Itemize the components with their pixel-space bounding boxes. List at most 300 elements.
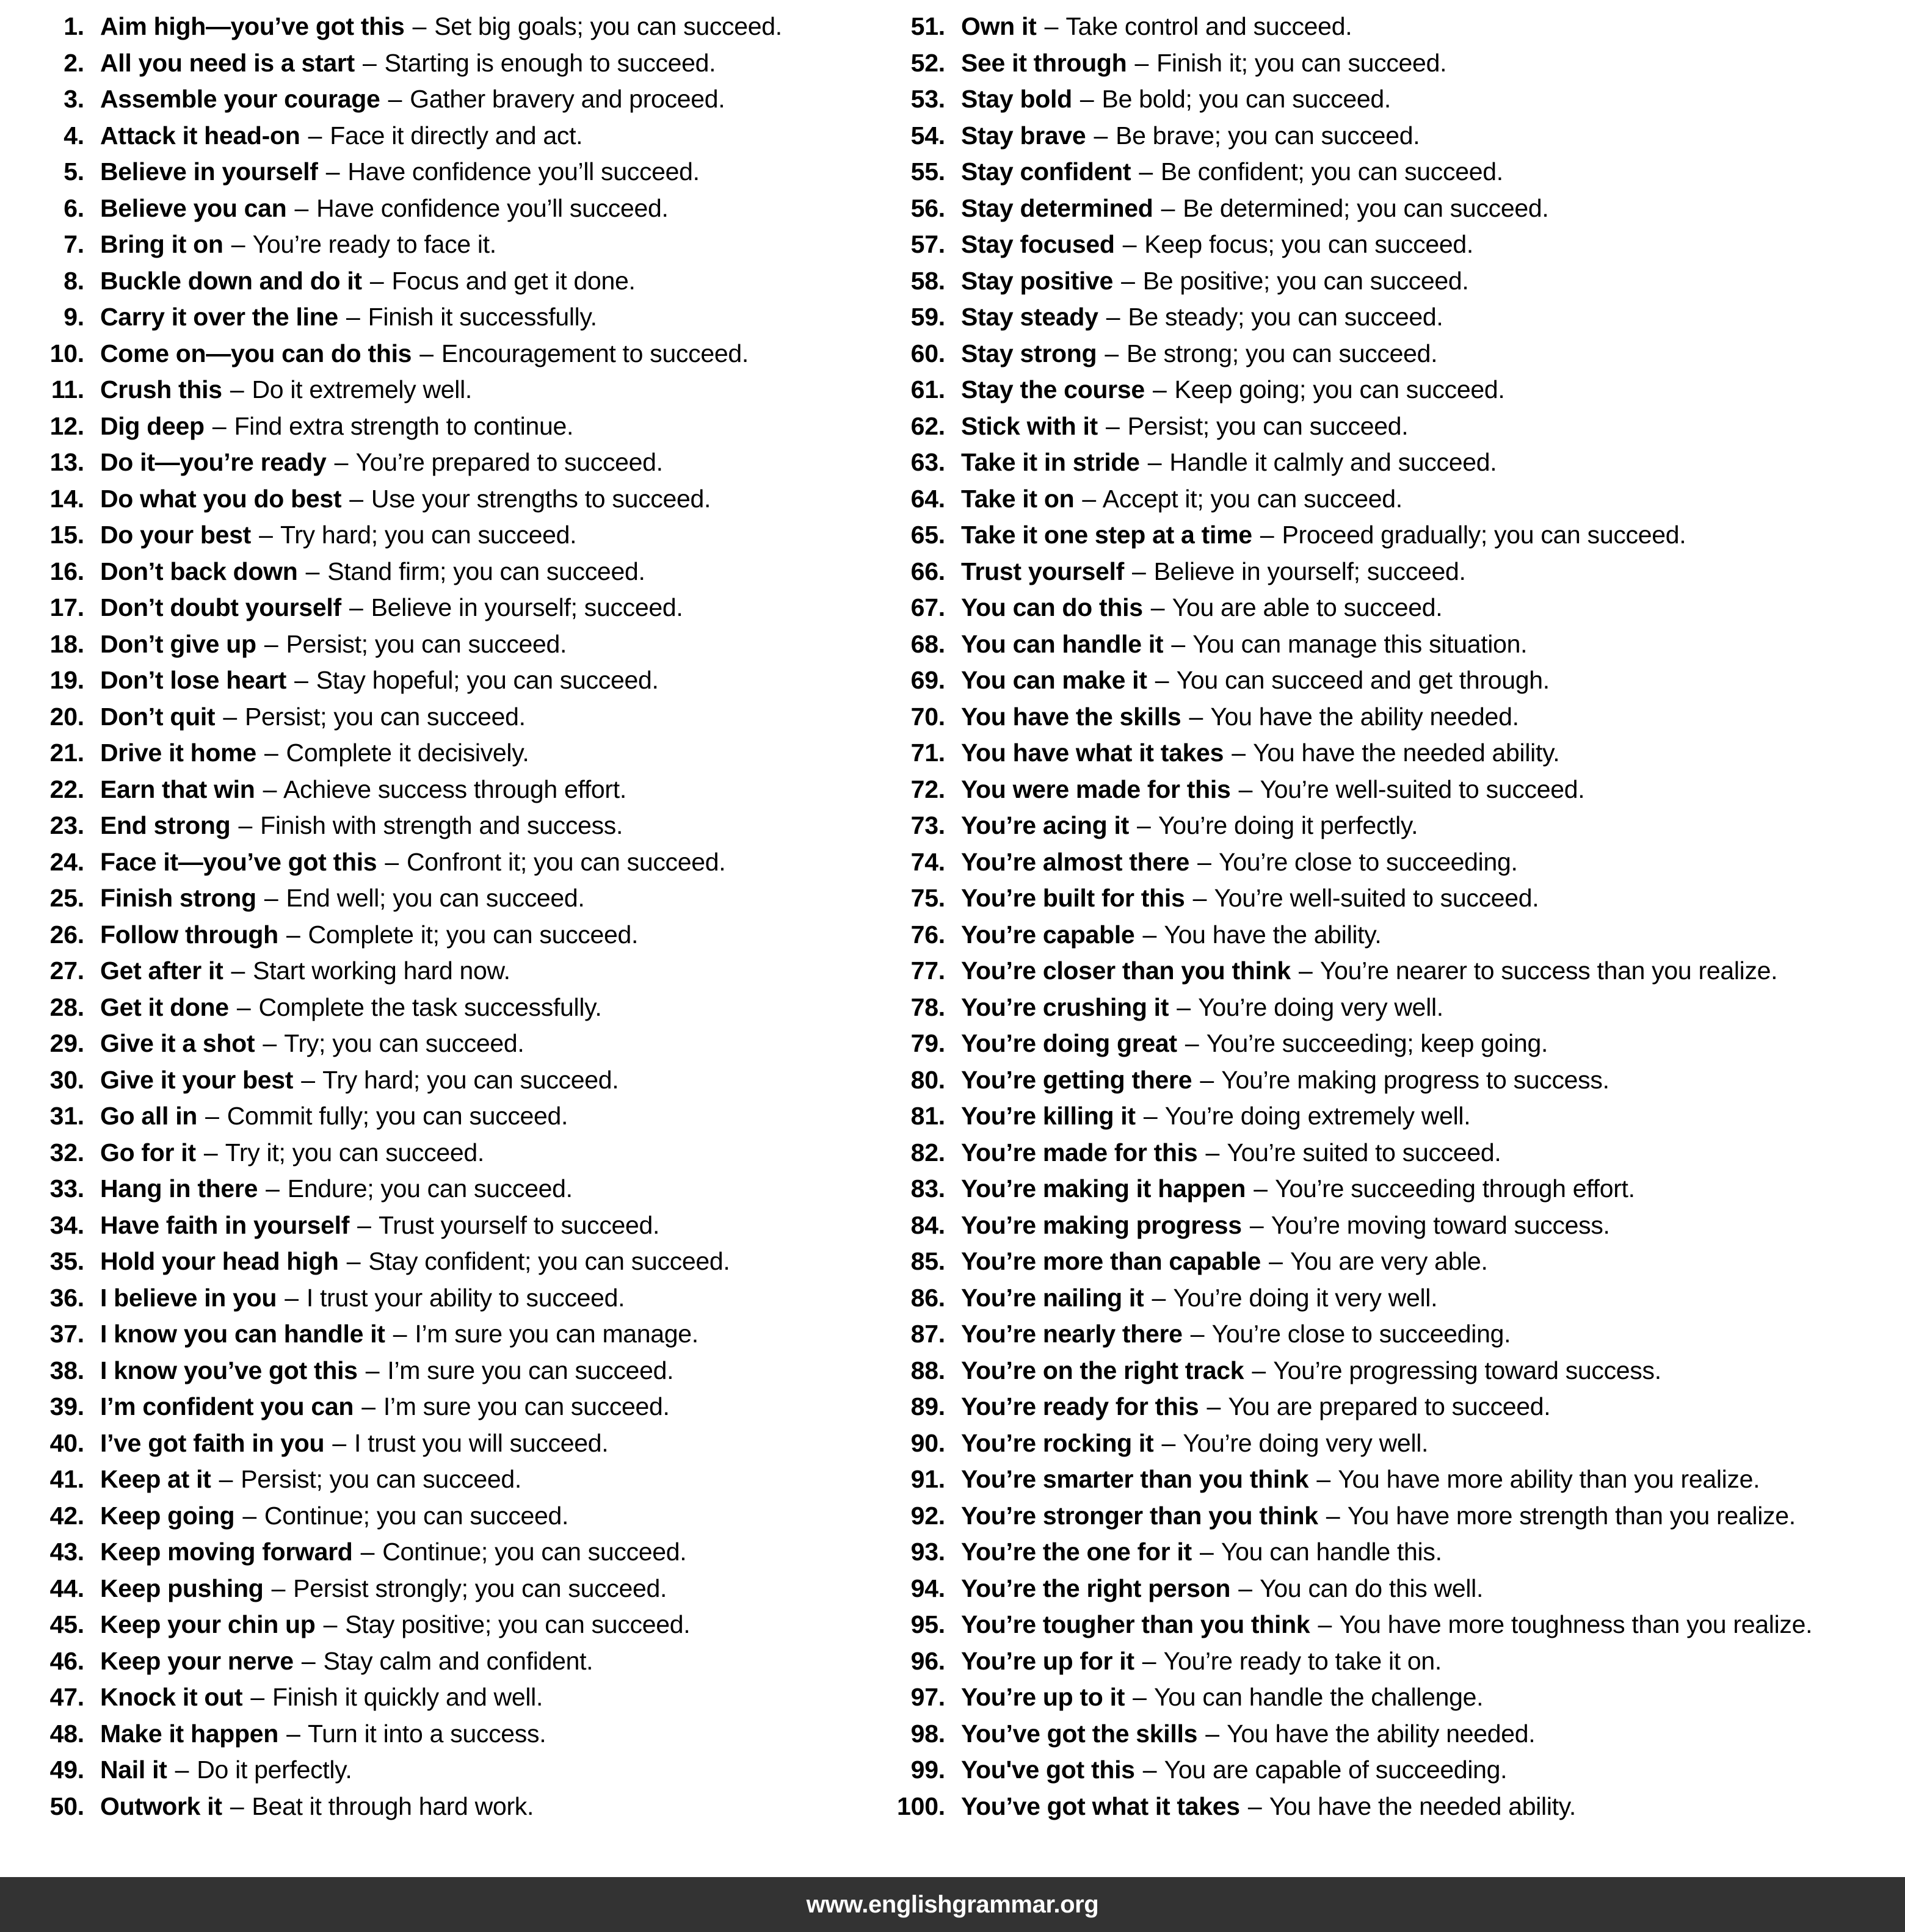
- list-item: [879, 1098, 1905, 1135]
- list-item-phrase: You’ve got the skills: [961, 1719, 1198, 1748]
- list-item-separator: –: [1249, 1210, 1264, 1239]
- list-item-phrase: Take it in stride: [961, 448, 1140, 476]
- list-item-meaning: Do it perfectly.: [197, 1756, 352, 1784]
- list-item-body: [84, 1461, 521, 1498]
- list-item-body: [84, 1207, 659, 1244]
- list-item-separator: –: [1232, 739, 1246, 767]
- list-item-phrase: Finish strong: [100, 884, 256, 912]
- list-item-meaning: Gather bravery and proceed.: [410, 85, 725, 113]
- list-item-number: 71.: [910, 739, 945, 767]
- list-item: [879, 517, 1905, 554]
- list-item-meaning: I’m sure you can manage.: [415, 1320, 699, 1348]
- list-item-separator: –: [349, 484, 363, 513]
- list-item-phrase: You've got this: [961, 1756, 1135, 1784]
- list-item-phrase: Stick with it: [961, 411, 1098, 440]
- list-item-body: [945, 1098, 1470, 1135]
- list-item-number: 39.: [49, 1392, 84, 1420]
- list-item-body: [84, 626, 567, 663]
- list-item-meaning: Persist; you can succeed.: [1127, 411, 1409, 440]
- list-item-phrase: I’m confident you can: [100, 1392, 354, 1420]
- list-item-separator: –: [1254, 1174, 1268, 1203]
- list-item: [18, 735, 867, 772]
- list-item: [18, 626, 867, 663]
- list-item-separator: –: [294, 194, 309, 222]
- list-item-separator: –: [1143, 1102, 1158, 1130]
- list-item: [18, 263, 867, 300]
- list-item: [879, 408, 1905, 445]
- list-item-body: [945, 336, 1437, 372]
- list-item-body: [84, 517, 576, 554]
- list-item-number: 1.: [64, 12, 84, 40]
- list-item: [879, 953, 1905, 990]
- list-item-phrase: You’re up for it: [961, 1646, 1134, 1675]
- list-item: [879, 299, 1905, 336]
- list-item-number: 2.: [64, 48, 84, 77]
- list-item-number: 53.: [910, 85, 945, 113]
- list-item: [18, 1353, 867, 1389]
- list-item-meaning: You’re close to succeeding.: [1211, 1320, 1511, 1348]
- list-item-body: [84, 772, 626, 808]
- list-item-body: [84, 190, 669, 227]
- list-item: [18, 808, 867, 844]
- list-item-phrase: You’re crushing it: [961, 993, 1169, 1021]
- list-item-body: [945, 699, 1519, 736]
- list-item-phrase: Aim high—you’ve got this: [100, 12, 405, 40]
- list-item-phrase: Don’t back down: [100, 557, 298, 585]
- list-item-body: [945, 81, 1391, 118]
- list-item-phrase: You’re making it happen: [961, 1174, 1246, 1203]
- list-item-number: 77.: [910, 957, 945, 985]
- list-item-phrase: You’re the right person: [961, 1574, 1231, 1602]
- list-item-body: [84, 444, 663, 481]
- list-item-phrase: Stay strong: [961, 339, 1097, 367]
- list-item-meaning: Try; you can succeed.: [284, 1029, 524, 1057]
- list-item-meaning: Try hard; you can succeed.: [322, 1065, 619, 1094]
- list-item-separator: –: [205, 1102, 219, 1130]
- list-item-phrase: You’re closer than you think: [961, 957, 1291, 985]
- list-item-body: [945, 662, 1550, 699]
- list-item-number: 41.: [49, 1465, 84, 1493]
- list-item: [879, 735, 1905, 772]
- list-item-body: [945, 154, 1503, 190]
- list-item-body: [945, 1135, 1501, 1171]
- list-item: [18, 590, 867, 626]
- list-item: [879, 626, 1905, 663]
- list-item-meaning: Persist; you can succeed.: [244, 702, 526, 731]
- list-item-body: [945, 1171, 1635, 1207]
- list-item-meaning: Have confidence you’ll succeed.: [316, 194, 669, 222]
- list-item-separator: –: [263, 775, 277, 803]
- list-item-separator: –: [388, 85, 402, 113]
- list-item-separator: –: [1238, 1574, 1252, 1602]
- list-item: [879, 263, 1905, 300]
- list-item-separator: –: [212, 411, 227, 440]
- list-item: [18, 1716, 867, 1753]
- list-item-separator: –: [1177, 993, 1191, 1021]
- list-item: [18, 1461, 867, 1498]
- list-item-body: [945, 626, 1527, 663]
- list-item-body: [945, 45, 1446, 82]
- list-item-body: [945, 1353, 1661, 1389]
- list-item-separator: –: [1205, 1138, 1219, 1167]
- list-item-body: [945, 1461, 1760, 1498]
- list-item-meaning: Continue; you can succeed.: [264, 1501, 569, 1530]
- list-item-body: [84, 1607, 690, 1643]
- list-item-number: 7.: [64, 230, 84, 258]
- list-item-meaning: You’re doing extremely well.: [1164, 1102, 1471, 1130]
- list-item-separator: –: [294, 666, 308, 694]
- list-item-body: [84, 699, 526, 736]
- list-item-meaning: You can handle this.: [1221, 1538, 1442, 1566]
- list-item-body: [945, 1498, 1796, 1535]
- list-item-meaning: Finish it quickly and well.: [272, 1683, 543, 1711]
- list-item: [879, 1135, 1905, 1171]
- list-item-separator: –: [1094, 121, 1108, 150]
- list-item-phrase: You’re making progress: [961, 1210, 1242, 1239]
- list-item-meaning: Keep focus; you can succeed.: [1144, 230, 1473, 258]
- list-item-number: 76.: [910, 920, 945, 949]
- list-item-meaning: You can handle the challenge.: [1154, 1683, 1484, 1711]
- list-item-phrase: Assemble your courage: [100, 85, 380, 113]
- list-item-separator: –: [308, 121, 322, 150]
- list-item: [879, 1316, 1905, 1353]
- list-item-phrase: Attack it head-on: [100, 121, 300, 150]
- list-item-meaning: End well; you can succeed.: [286, 884, 585, 912]
- list-item-meaning: You can manage this situation.: [1192, 629, 1528, 658]
- list-item-meaning: You are very able.: [1290, 1247, 1488, 1275]
- list-item-meaning: Do it extremely well.: [252, 375, 472, 403]
- list-item-body: [84, 1643, 593, 1680]
- list-item-separator: –: [231, 957, 245, 985]
- list-item-number: 85.: [910, 1247, 945, 1275]
- list-item-meaning: You’re doing it very well.: [1173, 1283, 1438, 1312]
- list-item-meaning: Believe in yourself; succeed.: [1153, 557, 1466, 585]
- list-item-body: [945, 1207, 1610, 1244]
- list-item-separator: –: [1190, 1320, 1205, 1348]
- list-item-body: [84, 1243, 730, 1280]
- list-item: [18, 917, 867, 953]
- list-item-separator: –: [175, 1756, 189, 1784]
- list-item-meaning: Be strong; you can succeed.: [1126, 339, 1438, 367]
- list-item-body: [945, 1280, 1437, 1317]
- list-item-separator: –: [301, 1646, 316, 1675]
- list-item: [879, 154, 1905, 190]
- list-item-phrase: You’re built for this: [961, 884, 1185, 912]
- list-item-meaning: Continue; you can succeed.: [382, 1538, 687, 1566]
- list-item-number: 92.: [910, 1501, 945, 1530]
- list-item-phrase: Keep going: [100, 1501, 235, 1530]
- list-item: [18, 1389, 867, 1425]
- list-item-number: 20.: [49, 702, 84, 731]
- list-item-body: [84, 1098, 568, 1135]
- list-item-phrase: All you need is a start: [100, 48, 355, 77]
- list-item: [879, 190, 1905, 227]
- list-item-meaning: Be brave; you can succeed.: [1116, 121, 1420, 150]
- list-item-number: 97.: [910, 1683, 945, 1711]
- list-item-separator: –: [250, 1683, 264, 1711]
- list-item-meaning: Finish it successfully.: [368, 303, 597, 331]
- phrase-list-left-column: [0, 9, 867, 1825]
- list-item-phrase: Go all in: [100, 1102, 198, 1130]
- list-item-meaning: You’re prepared to succeed.: [355, 448, 663, 476]
- list-item-meaning: Stand firm; you can succeed.: [327, 557, 645, 585]
- list-item: [18, 1280, 867, 1317]
- list-item-body: [84, 9, 782, 45]
- list-item-meaning: You have more toughness than you realize.: [1339, 1610, 1813, 1638]
- list-item-meaning: Finish with strength and success.: [260, 811, 623, 839]
- list-item-body: [945, 408, 1408, 445]
- list-item-phrase: You’re acing it: [961, 811, 1129, 839]
- list-item: [879, 772, 1905, 808]
- list-item: [879, 1643, 1905, 1680]
- list-item-phrase: You’re on the right track: [961, 1356, 1244, 1384]
- list-item-number: 21.: [49, 739, 84, 767]
- list-item-separator: –: [1200, 1065, 1214, 1094]
- list-item: [18, 226, 867, 263]
- list-item-separator: –: [1080, 85, 1094, 113]
- list-item-number: 72.: [910, 775, 945, 803]
- list-item-number: 66.: [910, 557, 945, 585]
- list-item-number: 58.: [910, 266, 945, 295]
- list-item-phrase: You’re made for this: [961, 1138, 1198, 1167]
- list-item-body: [945, 1789, 1576, 1825]
- list-item-meaning: You have the needed ability.: [1269, 1792, 1577, 1820]
- list-item: [18, 444, 867, 481]
- list-item-separator: –: [1238, 775, 1253, 803]
- list-item: [879, 1679, 1905, 1716]
- list-item-separator: –: [1161, 194, 1175, 222]
- list-item-separator: –: [1298, 957, 1313, 985]
- list-item-number: 73.: [910, 811, 945, 839]
- list-item-meaning: Commit fully; you can succeed.: [227, 1102, 568, 1130]
- list-item-meaning: I’m sure you can succeed.: [383, 1392, 670, 1420]
- list-item-phrase: You’re more than capable: [961, 1247, 1261, 1275]
- list-item: [18, 1498, 867, 1535]
- list-item-body: [84, 880, 585, 917]
- list-item-number: 29.: [49, 1029, 84, 1057]
- list-item: [879, 372, 1905, 408]
- list-item-number: 47.: [49, 1683, 84, 1711]
- list-item-phrase: Don’t lose heart: [100, 666, 287, 694]
- list-item-meaning: You’re succeeding; keep going.: [1206, 1029, 1548, 1057]
- list-item-separator: –: [1206, 1392, 1221, 1420]
- list-item-phrase: Do your best: [100, 521, 251, 549]
- list-item-meaning: Starting is enough to succeed.: [384, 48, 716, 77]
- list-item: [879, 1062, 1905, 1099]
- list-item-phrase: Hold your head high: [100, 1247, 339, 1275]
- list-item: [18, 1135, 867, 1171]
- list-item: [879, 1789, 1905, 1825]
- list-item-separator: –: [346, 303, 360, 331]
- list-item-phrase: Stay bold: [961, 85, 1072, 113]
- list-item-body: [84, 1716, 546, 1753]
- list-item-separator: –: [1247, 1792, 1262, 1820]
- list-item-separator: –: [357, 1210, 371, 1239]
- list-item-number: 56.: [910, 194, 945, 222]
- list-item: [18, 45, 867, 82]
- list-item-separator: –: [1082, 484, 1096, 513]
- list-item: [879, 590, 1905, 626]
- list-item-separator: –: [236, 993, 251, 1021]
- list-item-body: [945, 9, 1352, 45]
- list-item-phrase: Come on—you can do this: [100, 339, 412, 367]
- list-item-separator: –: [325, 157, 340, 186]
- list-item-phrase: Get after it: [100, 957, 223, 985]
- list-item-phrase: Stay determined: [961, 194, 1153, 222]
- list-item-phrase: You’re nailing it: [961, 1283, 1144, 1312]
- list-item-meaning: Stay positive; you can succeed.: [345, 1610, 691, 1638]
- list-item: [18, 554, 867, 590]
- list-item: [879, 226, 1905, 263]
- list-item: [879, 444, 1905, 481]
- list-item-number: 98.: [910, 1719, 945, 1748]
- list-item-body: [945, 299, 1443, 336]
- list-item-phrase: You’ve got what it takes: [961, 1792, 1240, 1820]
- list-item-phrase: Follow through: [100, 920, 278, 949]
- list-item-meaning: Persist; you can succeed.: [286, 629, 567, 658]
- list-item-phrase: You’re almost there: [961, 847, 1190, 876]
- list-item-meaning: You’re nearer to success than you realize.: [1319, 957, 1778, 985]
- list-item-body: [84, 1171, 573, 1207]
- list-item-separator: –: [332, 1428, 346, 1457]
- list-item-meaning: Set big goals; you can succeed.: [434, 12, 782, 40]
- list-item-meaning: Complete it decisively.: [286, 739, 529, 767]
- list-item-number: 81.: [910, 1102, 945, 1130]
- list-item-separator: –: [363, 48, 377, 77]
- list-item-number: 80.: [910, 1065, 945, 1094]
- list-item: [879, 662, 1905, 699]
- list-item-body: [84, 118, 582, 154]
- list-item-meaning: Beat it through hard work.: [252, 1792, 534, 1820]
- list-item-number: 31.: [49, 1102, 84, 1130]
- list-item-separator: –: [1106, 303, 1120, 331]
- list-item-number: 74.: [910, 847, 945, 876]
- list-item-meaning: You have the ability.: [1164, 920, 1382, 949]
- list-item-meaning: You’re close to succeeding.: [1219, 847, 1518, 876]
- list-item-meaning: You have the needed ability.: [1253, 739, 1560, 767]
- list-item-separator: –: [1171, 629, 1185, 658]
- list-item-body: [84, 590, 683, 626]
- list-item-phrase: Don’t doubt yourself: [100, 593, 341, 621]
- list-item-meaning: Encouragement to succeed.: [441, 339, 749, 367]
- list-item-number: 25.: [49, 884, 84, 912]
- list-item-meaning: Find extra strength to continue.: [234, 411, 574, 440]
- list-item-phrase: Keep at it: [100, 1465, 211, 1493]
- list-item-meaning: Trust yourself to succeed.: [379, 1210, 660, 1239]
- list-item-body: [945, 1752, 1507, 1789]
- list-item-body: [84, 299, 597, 336]
- list-item: [18, 9, 867, 45]
- list-item-number: 43.: [49, 1538, 84, 1566]
- list-item-body: [84, 372, 472, 408]
- list-item-meaning: Be confident; you can succeed.: [1160, 157, 1503, 186]
- list-item-meaning: Face it directly and act.: [330, 121, 583, 150]
- list-item: [18, 953, 867, 990]
- list-item-body: [84, 808, 623, 844]
- list-item-separator: –: [1142, 1756, 1157, 1784]
- list-item-number: 91.: [910, 1465, 945, 1493]
- list-item-meaning: Be steady; you can succeed.: [1128, 303, 1443, 331]
- list-item-number: 33.: [49, 1174, 84, 1203]
- list-item-phrase: Give it your best: [100, 1065, 294, 1094]
- list-item-number: 35.: [49, 1247, 84, 1275]
- list-item-body: [945, 444, 1497, 481]
- list-item-separator: –: [1147, 448, 1162, 476]
- list-item-phrase: You’re rocking it: [961, 1428, 1154, 1457]
- list-item: [18, 1752, 867, 1789]
- list-item-phrase: Buckle down and do it: [100, 266, 362, 295]
- list-item-number: 30.: [49, 1065, 84, 1094]
- list-item-separator: –: [231, 230, 245, 258]
- list-item-body: [84, 263, 636, 300]
- list-item-meaning: You have the ability needed.: [1227, 1719, 1536, 1748]
- list-item-number: 51.: [910, 12, 945, 40]
- list-item-separator: –: [1205, 1719, 1219, 1748]
- list-item: [18, 190, 867, 227]
- list-item: [18, 1062, 867, 1099]
- list-item-number: 3.: [64, 85, 84, 113]
- list-item-number: 88.: [910, 1356, 945, 1384]
- list-item: [18, 1316, 867, 1353]
- list-item-meaning: You’re ready to take it on.: [1163, 1646, 1442, 1675]
- list-item-phrase: Carry it over the line: [100, 303, 338, 331]
- list-item: [18, 772, 867, 808]
- list-item-meaning: You can do this well.: [1260, 1574, 1484, 1602]
- list-item: [879, 699, 1905, 736]
- list-item-meaning: Confront it; you can succeed.: [407, 847, 726, 876]
- list-item: [879, 1171, 1905, 1207]
- list-item-separator: –: [369, 266, 384, 295]
- list-item-number: 59.: [910, 303, 945, 331]
- list-item-meaning: Turn it into a success.: [307, 1719, 546, 1748]
- list-item-number: 75.: [910, 884, 945, 912]
- list-item: [18, 662, 867, 699]
- list-item-body: [84, 1135, 484, 1171]
- list-item-number: 24.: [49, 847, 84, 876]
- list-item-body: [84, 554, 645, 590]
- list-item-number: 42.: [49, 1501, 84, 1530]
- list-item-meaning: Persist strongly; you can succeed.: [293, 1574, 667, 1602]
- list-item-body: [945, 118, 1420, 154]
- list-item-separator: –: [1189, 702, 1203, 731]
- list-item-phrase: Hang in there: [100, 1174, 258, 1203]
- list-item-separator: –: [349, 593, 363, 621]
- list-item: [18, 699, 867, 736]
- list-item: [18, 299, 867, 336]
- list-item: [18, 1571, 867, 1607]
- list-item: [18, 844, 867, 881]
- list-item-body: [84, 1679, 543, 1716]
- list-item-separator: –: [1316, 1465, 1330, 1493]
- list-item-meaning: You’re well-suited to succeed.: [1214, 884, 1539, 912]
- list-item-body: [84, 1498, 568, 1535]
- list-item-meaning: Be positive; you can succeed.: [1142, 266, 1469, 295]
- list-item-number: 36.: [49, 1283, 84, 1312]
- list-item-separator: –: [1152, 1283, 1166, 1312]
- list-item: [18, 1789, 867, 1825]
- list-item-separator: –: [346, 1247, 361, 1275]
- list-item-meaning: Try hard; you can succeed.: [280, 521, 577, 549]
- list-item-meaning: You’re making progress to success.: [1221, 1065, 1609, 1094]
- list-item-phrase: You’re smarter than you think: [961, 1465, 1309, 1493]
- list-item: [879, 336, 1905, 372]
- list-item-body: [84, 1789, 534, 1825]
- list-item: [879, 81, 1905, 118]
- list-item: [879, 1752, 1905, 1789]
- list-item-separator: –: [1134, 48, 1149, 77]
- list-item-phrase: You’re nearly there: [961, 1320, 1183, 1348]
- list-item-number: 49.: [49, 1756, 84, 1784]
